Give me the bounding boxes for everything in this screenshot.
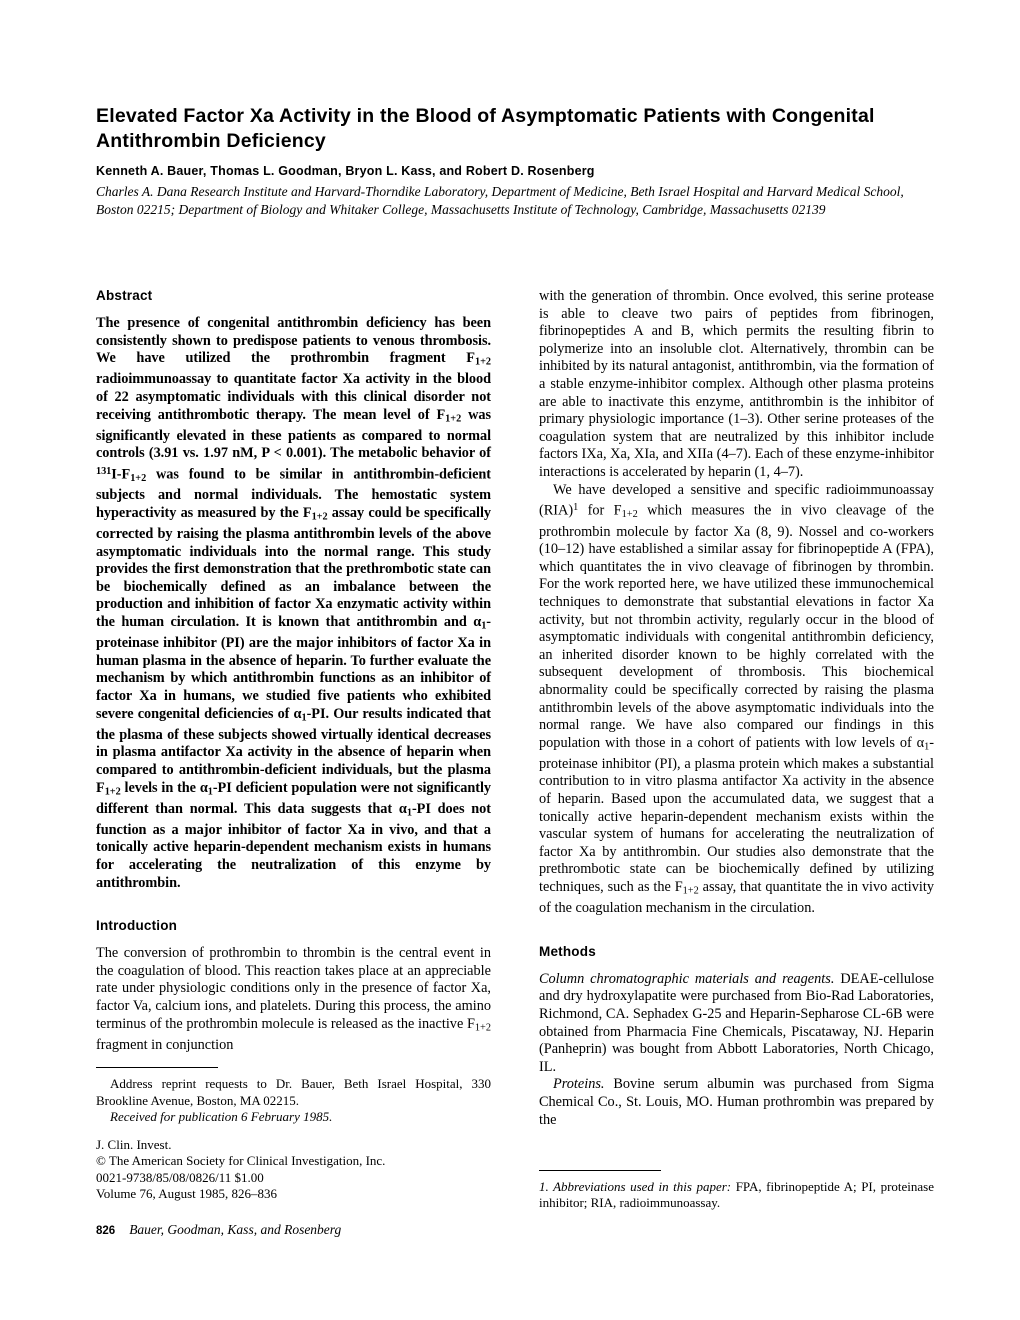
received-note: Received for publication 6 February 1985. xyxy=(110,1108,333,1124)
article-header xyxy=(96,104,932,218)
page-number: 826 xyxy=(96,1225,116,1237)
author-list: Kenneth A. Bauer, Thomas L. Goodman, Bryon L. Kass, and Robert D. Rosenberg xyxy=(96,164,595,178)
footnote-divider xyxy=(96,1067,218,1068)
right-paragraph-1: with the generation of thrombin. Once evolved, this serine protease is able to cleave two pairs of peptides from fibrinogen, fibrinopeptides A and B, which permits the resulting fibrin to polymerize into an insoluble clot. Alternatively, thrombin can be inhibited by its natural antagonist, antithrombin, via the formation of a stable enzyme-inhibitor complex. Although other plasma proteins are able to inactivate this enzyme, antithrombin is the inhibitor of primary physiologic importance (1–3). Other serine proteases of the coagulation system that are neutralized by this inhibitor include factors IXa, Xa, XIa, and XIIa (4–7). Each of these enzyme-inhibitor interactions is accelerated by heparin (1, 4–7). xyxy=(539,288,934,480)
page-title: Elevated Factor Xa Activity in the Blood of Asymptomatic Patients with Congenital Antithrombin Deficiency xyxy=(96,105,875,152)
right-column xyxy=(539,288,934,1212)
introduction-paragraph: The conversion of prothrombin to thrombin is the central event in the coagulation of blood. This reaction takes place at an appreciable rate under physiologic conditions only in the presence of factor Xa, factor Va, calcium ions, and platelets. During this process, the amino terminus of the prothrombin molecule is released as the inactive $F_{1+2}$ fragment in conjunction xyxy=(96,945,491,1053)
right-paragraph-2: We have developed a sensitive and specific radioimmunoassay (RIA)$^1$ for $F_{1+2}$ which measures the in vivo cleavage of the prothrombin molecule by factor Xa (8, 9). Nossel and co-workers (10–12) have established a similar assay for fibrinopeptide A (FPA), which quantitates the in vivo cleavage of fibrinogen by thrombin. For the work reported here, we have utilized these immunochemical techniques to demonstrate that substantial elevations in factor Xa activity, but not thrombin activity, regularly occur in the blood of asymptomatic individuals with congenital antithrombin deficiency, an inherited disorder known to be highly correlated with the subsequent development of thrombosis. This biochemical abnormality could be specifically corrected by raising the plasma antithrombin levels of the above asymptomatic individuals into the normal range. We have also compared our findings in this population with those in a cohort of patients with low levels of $\alpha_1$-proteinase inhibitor (PI), a plasma protein which makes a substantial contribution to in vitro plasma antifactor Xa activity in the absence of heparin. Based upon the accumulated data, we suggest that a tonically active heparin-dependent mechanism exists within the vascular system of humans for accelerating the neutralization of factor Xa by antithrombin. Our studies also demonstrate that the prethrombotic state can be biochemically defined by utilizing techniques, such as the $F_{1+2}$ assay, that quantitate the in vivo activity of the coagulation mechanism in the circulation. xyxy=(539,481,935,917)
methods-paragraph-2 xyxy=(539,1076,934,1129)
running-head: Bauer, Goodman, Kass, and Rosenberg xyxy=(129,1222,342,1237)
abbreviations-text: FPA, fibrinopeptide A; PI, proteinase inhibitor; RIA, radioimmunoassay. xyxy=(539,1179,934,1211)
imprint-line-2: 0021-9738/85/08/0826/11 $1.00 xyxy=(96,1169,264,1185)
methods-run-in-lead-1: Column chromatographic materials and reagents. xyxy=(539,970,835,987)
affiliation: Charles A. Dana Research Institute and Harvard-Thorndike Laboratory, Department of Medicine, Beth Israel Hospital and Harvard Medical School, Boston 02215; Department of Biology and Whitaker College, Massachusetts Institute of Technology, Cambridge, Massachusetts 02139 xyxy=(96,184,904,217)
two-column-body xyxy=(96,288,934,1212)
reprint-note: Address reprint requests to Dr. Bauer, Beth Israel Hospital, 330 Brookline Avenue, Boston, MA 02215. xyxy=(96,1076,491,1108)
methods-paragraph-1 xyxy=(539,971,934,1077)
imprint-line-3: Volume 76, August 1985, 826–836 xyxy=(96,1186,278,1202)
abbreviations-lead: 1. Abbreviations used in this paper: xyxy=(539,1179,732,1195)
abstract-heading: Abstract xyxy=(96,288,153,303)
methods-heading: Methods xyxy=(539,943,596,959)
abstract-text: The presence of congenital antithrombin deficiency has been consistently shown to predispose patients to venous thrombosis. We have utilized the prothrombin fragment $F_{1+2}$ radioimmunoassay to quantitate factor Xa activity in the blood of 22 asymptomatic individuals with this clinical disorder not receiving antithrombotic therapy. The mean level of $F_{1+2}$ was significantly elevated in these patients as compared to normal controls (3.91 vs. 1.97 nM, P < 0.001). The metabolic behavior of $^{131}I-F_{1+2}$ was found to be similar in antithrombin-deficient subjects and normal individuals. The hemostatic system hyperactivity as measured by the $F_{1+2}$ assay could be specifically corrected by raising the plasma antithrombin levels of the above asymptomatic individuals into the normal range. This study provides the first demonstration that the prethrombotic state can be biochemically defined as an imbalance between the production and inhibition of factor Xa enzymatic activity within the human circulation. It is known that antithrombin and $\alpha_1$-proteinase inhibitor (PI) are the major inhibitors of factor Xa in human plasma in the absence of heparin. To further evaluate the mechanism by which antithrombin functions as an inhibitor of factor Xa in humans, we studied five patients who exhibited severe congenital deficiencies of $\alpha_1-PI$. Our results indicated that the plasma of these subjects showed virtually identical decreases in plasma antifactor Xa activity in the absence of heparin when compared to antithrombin-deficient individuals, but the plasma $F_{1+2}$ levels in the $\alpha_1-PI$ deficient population were not significantly different than normal. This data suggests that $\alpha_1-PI$ does not function as a major inhibitor of factor Xa in vivo, and that a tonically active heparin-dependent mechanism exists in humans for accelerating the neutralization of this enzyme by antithrombin. xyxy=(96,315,492,891)
methods-paragraph-1-text: DEAE-cellulose and dry hydroxylapatite were purchased from Bio-Rad Laboratories, Richmond, CA. Sephadex G-25 and Heparin-Sepharose CL-6B were obtained from Pharmacia Fine Chemicals, Piscataway, NJ. Heparin (Panheprin) was bought from Abbott Laboratories, North Chicago, IL. xyxy=(539,970,935,1075)
imprint-line-1: © The American Society for Clinical Investigation, Inc. xyxy=(96,1153,386,1169)
imprint-line-0: J. Clin. Invest. xyxy=(96,1136,172,1152)
imprint-block xyxy=(96,1137,491,1203)
abbreviations-footnote xyxy=(539,1179,934,1211)
introduction-heading: Introduction xyxy=(96,918,178,934)
page-footer xyxy=(96,1222,596,1238)
abbreviations-divider xyxy=(539,1170,661,1171)
methods-run-in-lead-2: Proteins. xyxy=(553,1076,605,1093)
methods-paragraph-2-text: Bovine serum albumin was purchased from Sigma Chemical Co., St. Louis, MO. Human prothrombin was prepared by the xyxy=(539,1076,934,1128)
left-column xyxy=(96,288,491,1212)
